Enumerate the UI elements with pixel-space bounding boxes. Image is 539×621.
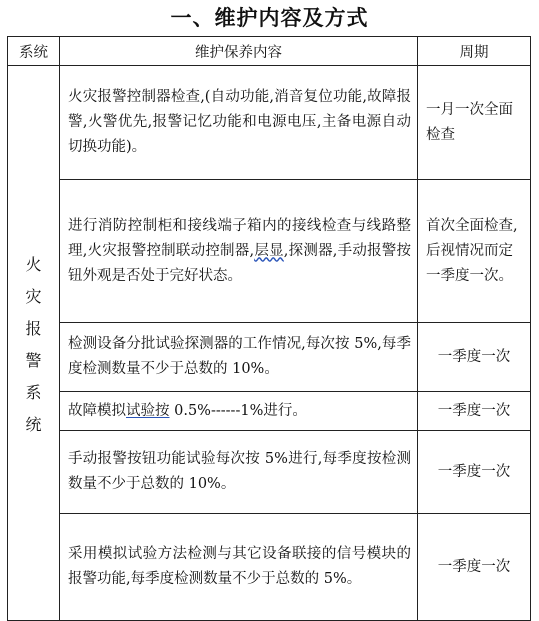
system-char: 火 [25, 254, 42, 274]
system-char: 警 [25, 350, 42, 370]
content-cell [60, 514, 418, 621]
system-name-vertical [25, 252, 41, 435]
header-content: 维护保养内容 [60, 37, 418, 66]
header-system: 系统 [8, 37, 60, 66]
table-row [8, 180, 531, 323]
system-char: 灾 [25, 286, 42, 306]
content-cell [60, 431, 418, 514]
period-cell: 首次全面检查,后视情况而定一季度一次。 [418, 180, 531, 323]
header-period: 周期 [418, 37, 531, 66]
system-cell [8, 66, 60, 621]
content-cell [60, 66, 418, 180]
content-cell [60, 392, 418, 431]
content-text-underlined: 试验按 [126, 402, 170, 419]
period-cell: 一季度一次 [418, 392, 531, 431]
table-row [8, 66, 531, 180]
page-title: 一、维护内容及方式 [170, 5, 369, 30]
period-cell: 一季度一次 [418, 323, 531, 392]
table-row [8, 514, 531, 621]
content-text: 手动报警按钮功能试验每次按 5%进行,每季度按检测数量不少于总数的 10%。 [68, 451, 411, 492]
system-char: 系 [25, 382, 42, 402]
system-char: 统 [25, 414, 42, 434]
table-row [8, 392, 531, 431]
content-text: 检测设备分批试验探测器的工作情况,每次按 5%,每季度检测数量不少于总数的 10%。 [68, 336, 411, 377]
system-char: 报 [25, 318, 42, 338]
content-text: 火灾报警控制器检查,(自动功能,消音复位功能,故障报警,火警优先,报警记忆功能和电源电压,主备电源自动切换功能)。 [68, 89, 411, 155]
content-text: 进行消防控制柜和接线端子箱内的接线检查与线路整理,火灾报警控制联动控制器, [68, 217, 411, 259]
maintenance-table [7, 36, 531, 621]
content-text: 0.5%------1%进行。 [169, 402, 307, 419]
period-cell: 一季度一次 [418, 431, 531, 514]
period-cell: 一季度一次 [418, 514, 531, 621]
content-text: ,探测器,手动报警按钮外观是否处于完好状态。 [68, 242, 412, 284]
content-text-underlined: 层显 [254, 242, 284, 259]
content-cell [60, 180, 418, 323]
header-row [8, 37, 531, 66]
table-row [8, 431, 531, 514]
content-text: 采用模拟试验方法检测与其它设备联接的信号模块的报警功能,每季度检测数量不少于总数的 5%。 [68, 546, 411, 587]
content-text: 故障模拟 [68, 402, 126, 419]
content-cell [60, 323, 418, 392]
period-cell: 一月一次全面检查 [418, 66, 531, 180]
table-row [8, 323, 531, 392]
